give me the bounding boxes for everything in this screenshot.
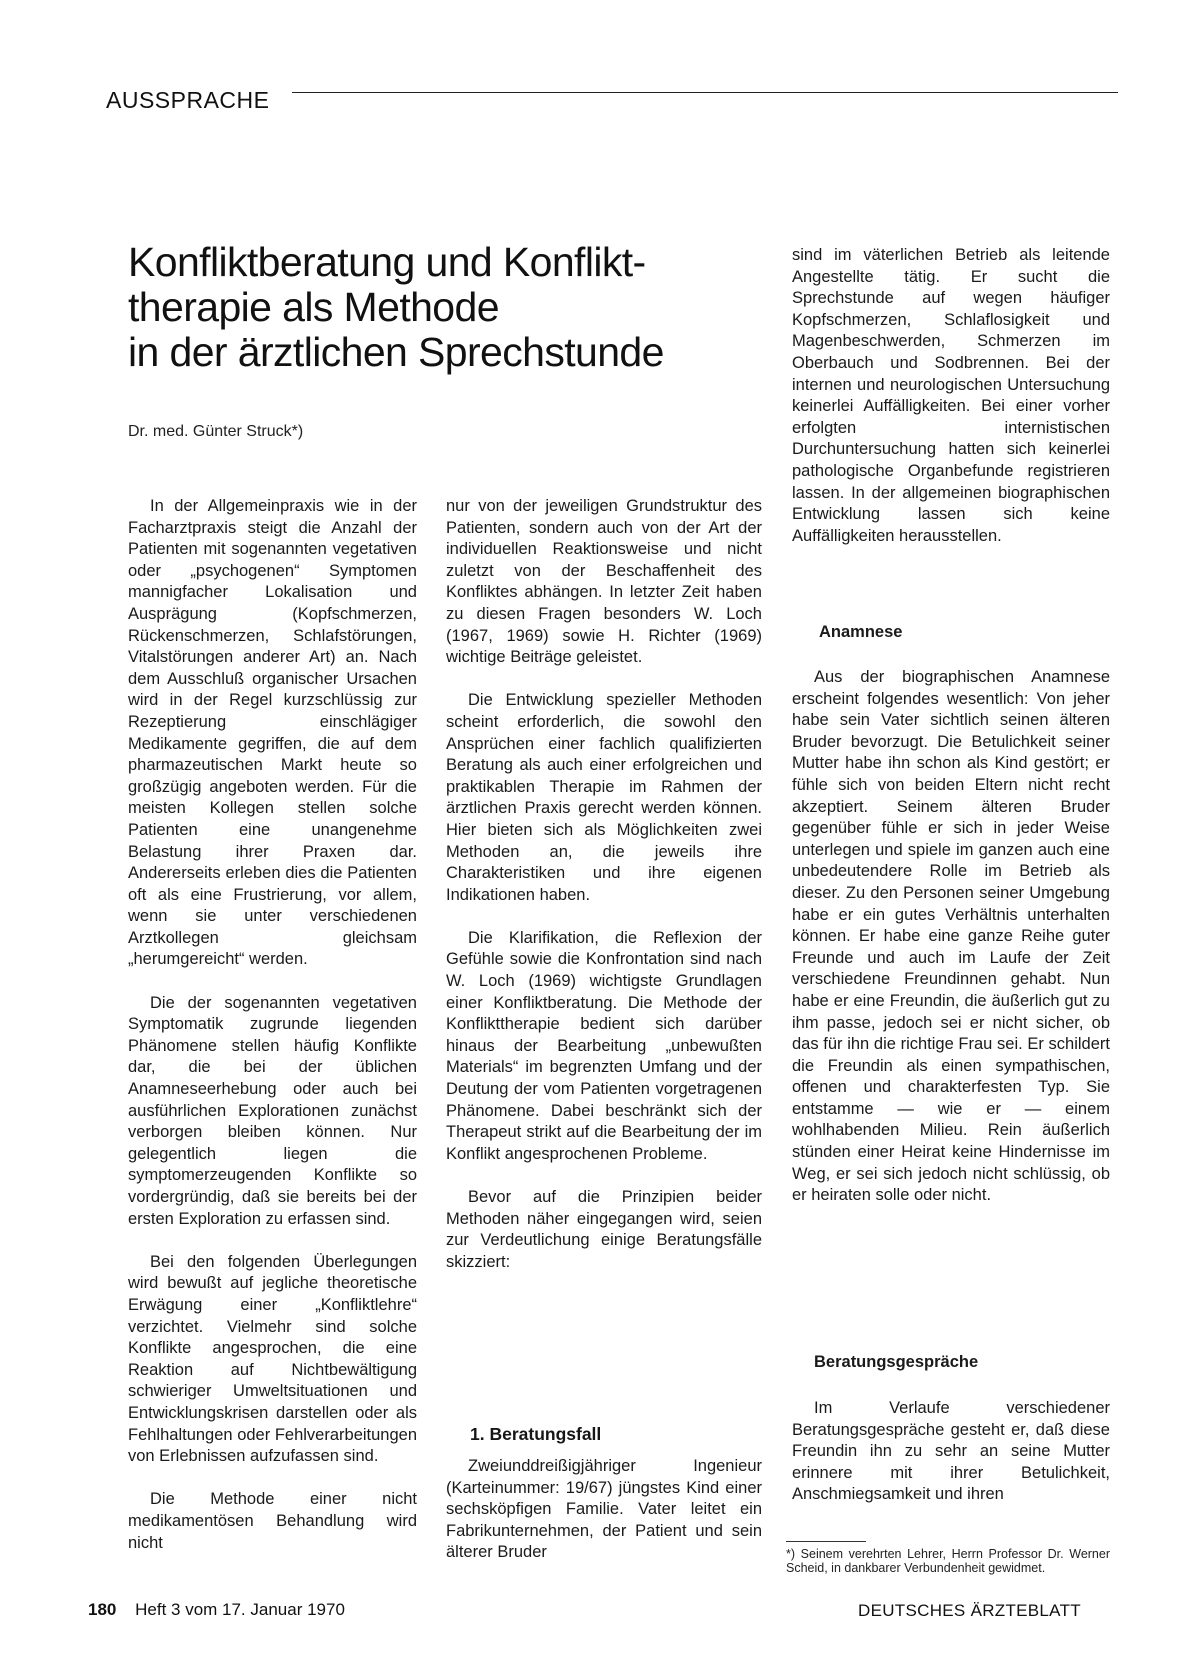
paragraph: Die der sogenannten vegetativen Symptomatik zugrunde liegenden Phänomene stellen häufig Konflikte dar, die bei der üblichen Anamneseerhebung oder auch bei ausführlichen Explorationen zunächst verborgen bleiben können. Nur gelegentlich liegen die symptomerzeugenden Konflikte so vordergründig, daß sie bereits bei der ersten Exploration zu erfassen sind. — [128, 993, 417, 1228]
subheading-beratungsfall: 1. Beratungsfall — [470, 1424, 602, 1444]
paragraph: Aus der biographischen Anamnese erscheint folgendes wesentlich: Von jeher habe sein Vater sichtlich seinen älteren Bruder bevorzugt. Die Betulichkeit seiner Mutter habe ihn schon als Kind gestört; er fühle sich von beiden Eltern nicht recht akzeptiert. Seinem älteren Bruder gegenüber fühle er sich in jeder Weise unterlegen und spiele im ganzen auch eine unbedeutendere Rolle im Betrieb als dieser. Zu den Personen seiner Umgebung habe er ein gutes Verhältnis unterhalten können. Er habe eine ganze Reihe guter Freunde und auch im Laufe der Zeit verschiedene Freundinnen gehabt. Nun habe er eine Freundin, die äußerlich gut zu ihm passe, jedoch sei er nicht sicher, ob das für ihn die richtige Frau sei. Er schildert die Freundin als einen sympathischen, offenen und charakterfesten Typ. Sie entstamme — wie er — einem wohlhabenden Milieu. Rein äußerlich stünden einer Heirat keine Hindernisse im Weg, er sei sich jedoch nicht schlüssig, ob er heiraten solle oder nicht. — [792, 668, 1110, 1205]
paragraph: Zweiunddreißigjähriger Ingenieur (Karteinummer: 19/67) jüngstes Kind einer sechsköpfigen Familie. Vater leitet ein Fabrikunternehmen, der Patient und sein älterer Bruder — [446, 1457, 762, 1562]
paragraph: Die Entwicklung spezieller Methoden scheint erforderlich, die sowohl den Ansprüchen einer fachlich qualifizierten Beratung als auch einer erfolgreichen und praktikablen Therapie im Rahmen der ärztlichen Praxis gerecht werden können. Hier bieten sich als Möglichkeiten zwei Methoden an, die jeweils ihre Charakteristiken und ihre eigenen Indikationen haben. — [446, 691, 762, 904]
title-line-2: therapie als Methode — [128, 284, 499, 330]
paragraph: In der Allgemeinpraxis wie in der Facharztpraxis steigt die Anzahl der Patienten mit sogenannten vegetativen oder „psychogenen“ Symptomen mannigfacher Lokalisation und Ausprägung (Kopfschmerzen, Rückenschmerzen, Schlafstörungen, Vitalstörungen anderer Art) an. Nach dem Ausschluß organischer Ursachen wird in der Regel kurzschlüssig zur Rezeptierung einschlägiger Medikamente gegriffen, die auf dem pharmazeutischen Markt heute so großzügig angeboten werden. Für die meisten Kollegen stellen solche Patienten eine unangenehme Belastung ihrer Praxen dar. Andererseits erleben dies die Patienten oft als eine Frustrierung, vor allem, wenn sie unter verschiedenen Arztkollegen gleichsam „herumgereicht“ werden. — [128, 497, 417, 969]
article-title — [128, 240, 748, 375]
title-line-1: Konfliktberatung und Konflikt- — [128, 239, 646, 285]
journal-name: DEUTSCHES ÄRZTEBLATT — [858, 1601, 1081, 1620]
paragraph: Im Verlaufe verschiedener Beratungsgespräche gesteht er, daß diese Freundin ihn zu sehr an seine Mutter erinnere mit ihrer Betulichkeit, Anschmiegsamkeit und ihren — [792, 1399, 1110, 1504]
author-byline: Dr. med. Günter Struck*) — [128, 423, 304, 440]
footnote: *) Seinem verehrten Lehrer, Herrn Professor Dr. Werner Scheid, in dankbarer Verbundenheit gewidmet. — [786, 1547, 1110, 1575]
paragraph: Bei den folgenden Überlegungen wird bewußt auf jegliche theoretische Erwägung einer „Konfliktlehre“ verzichtet. Vielmehr sind solche Konflikte angesprochen, die eine Reaktion auf Nichtbewältigung schwieriger Umweltsituationen und Entwicklungskrisen darstellen oder als Fehlhaltungen oder Fehlverarbeitungen von Erlebnissen aufzufassen sind. — [128, 1252, 417, 1466]
column-1 — [128, 496, 417, 1554]
paragraph: nur von der jeweiligen Grundstruktur des Patienten, sondern auch von der Art der individuellen Reaktionsweise und nicht zuletzt von der Beschaffenheit des Konfliktes abhängen. In letzter Zeit haben zu diesen Fragen besonders W. Loch (1967, 1969) sowie H. Richter (1969) wichtige Beiträge geleistet. — [446, 497, 762, 667]
header-rule — [292, 92, 1118, 93]
subheading-anamnese: Anamnese — [819, 623, 903, 641]
paragraph: Die Methode einer nicht medikamentösen Behandlung wird nicht — [128, 1490, 417, 1552]
column-3 — [792, 245, 1110, 547]
paragraph: Die Klarifikation, die Reflexion der Gefühle sowie die Konfrontation sind nach W. Loch (1969) wichtigste Grundlagen einer Konfliktberatung. Die Methode der Konflikttherapie bedient sich darüber hinaus der Bearbeitung „unbewußten Materials“ im begrenzten Umfang und der Deutung der vom Patienten vorgetragenen Phänomene. Dabei beschränkt sich der Therapeut strikt auf die Bearbeitung der im Konflikt angesprochenen Probleme. — [446, 928, 762, 1163]
footnote-rule — [786, 1541, 866, 1542]
column-3-anamnese — [792, 667, 1110, 1207]
column-2-continued — [446, 1456, 762, 1564]
title-line-3: in der ärztlichen Sprechstunde — [128, 329, 664, 375]
page-number: 180 — [88, 1600, 117, 1619]
column-2 — [446, 496, 762, 1273]
column-3-beratung — [792, 1398, 1110, 1506]
subheading-beratungsgespraeche: Beratungsgespräche — [814, 1353, 979, 1371]
section-label: AUSSPRACHE — [106, 87, 270, 113]
issue-info: Heft 3 vom 17. Januar 1970 — [135, 1600, 345, 1619]
paragraph: sind im väterlichen Betrieb als leitende Angestellte tätig. Er sucht die Sprechstunde auf wegen häufiger Kopfschmerzen, Schlaflosigkeit und Magenbeschwerden, Schmerzen im Oberbauch und Sodbrennen. Bei der internen und neurologischen Untersuchung keinerlei Auffälligkeiten. Bei einer vorher erfolgten internistischen Durchuntersuchung hatten sich keinerlei pathologische Organbefunde registrieren lassen. In der allgemeinen biographischen Entwicklung lassen sich keine Auffälligkeiten herausstellen. — [792, 246, 1110, 545]
paragraph: Bevor auf die Prinzipien beider Methoden näher eingegangen wird, seien zur Verdeutlichung einige Beratungsfälle skizziert: — [446, 1188, 762, 1271]
footer-left — [88, 1600, 345, 1620]
